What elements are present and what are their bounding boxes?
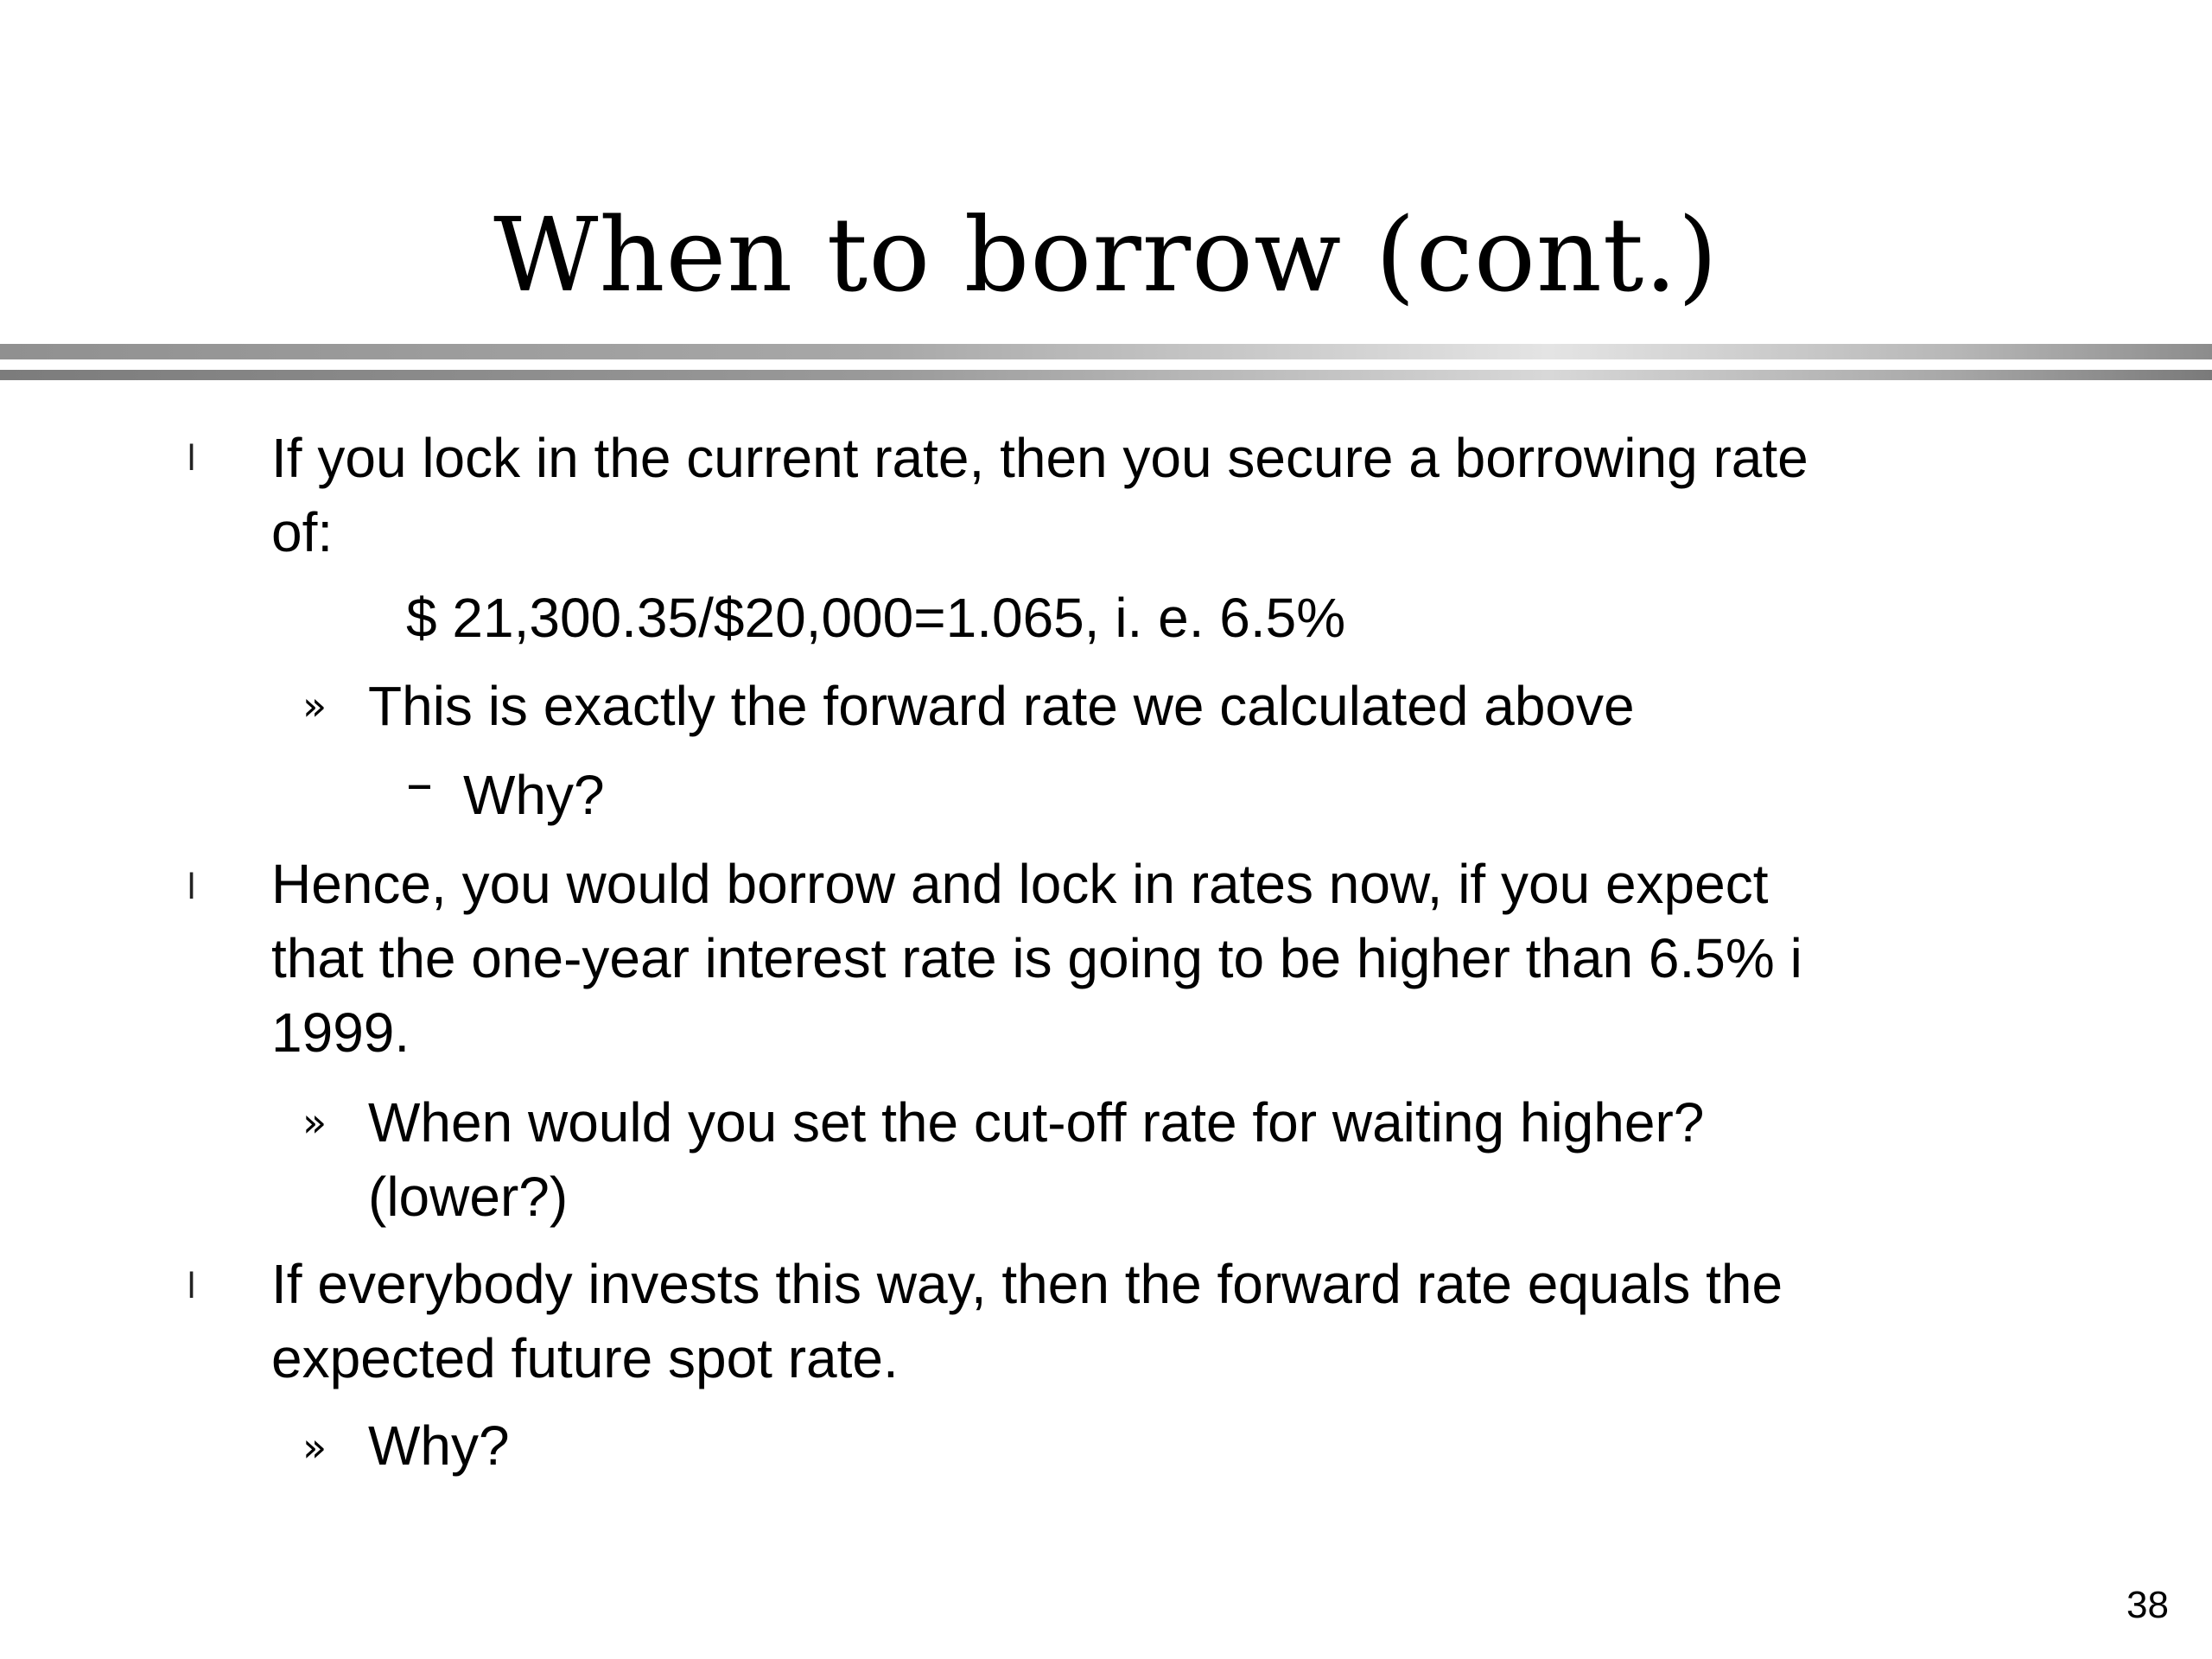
bullet-marker: l <box>187 1267 197 1306</box>
sub-bullet-marker: » <box>302 1424 327 1471</box>
divider-band-bottom <box>0 370 2212 380</box>
sub-bullet-cutoff-line-1: When would you set the cut-off rate for waiting higher? <box>368 1091 1705 1154</box>
bullet-marker: l <box>187 868 197 907</box>
bullet-2-line-1: Hence, you would borrow and lock in rates now, if you expect <box>271 853 1769 915</box>
formula-line: $ 21,300.35/$20,000=1.065, i. e. 6.5% <box>406 587 1346 649</box>
bullet-3-line-1: If everybody invests this way, then the forward rate equals the <box>271 1253 1783 1315</box>
sub-bullet-why: Why? <box>368 1414 510 1477</box>
bullet-1-line-2: of: <box>271 501 334 563</box>
bullet-marker: l <box>187 439 197 479</box>
bullet-3-line-2: expected future spot rate. <box>271 1327 899 1389</box>
slide-title: When to borrow (cont.) <box>493 195 1719 315</box>
sub-bullet-forward-rate: This is exactly the forward rate we calculated above <box>368 675 1635 737</box>
divider-band-top <box>0 344 2212 359</box>
page-number: 38 <box>2126 1584 2169 1626</box>
sub-bullet-marker: » <box>302 683 327 729</box>
bullet-2-line-3: 1999. <box>271 1001 410 1064</box>
sub-bullet-cutoff-line-2: (lower?) <box>368 1166 569 1228</box>
sub-sub-bullet-marker: – <box>406 752 433 815</box>
sub-sub-bullet-why: Why? <box>463 764 605 826</box>
sub-bullet-marker: » <box>302 1099 327 1146</box>
title-divider <box>0 344 2212 385</box>
bullet-1-line-1: If you lock in the current rate, then you secure a borrowing rate <box>271 427 1808 489</box>
bullet-2-line-2: that the one-year interest rate is going to be higher than 6.5% i <box>271 927 1802 989</box>
